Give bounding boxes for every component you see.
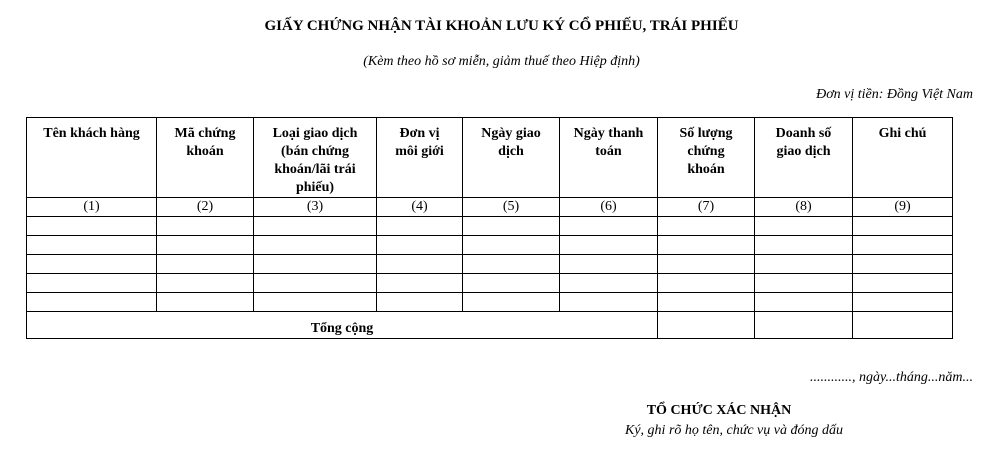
table-cell[interactable] — [853, 236, 953, 255]
table-cell[interactable] — [463, 217, 560, 236]
table-cell[interactable] — [157, 217, 254, 236]
table-cell[interactable] — [254, 236, 377, 255]
header-row — [27, 118, 953, 198]
column-number: (5) — [463, 198, 560, 217]
column-number: (6) — [560, 198, 658, 217]
total-amount-cell[interactable] — [755, 312, 853, 339]
table-row — [27, 293, 953, 312]
currency-unit: Đơn vị tiền: Đồng Việt Nam — [816, 87, 973, 102]
column-header: Ngày thanh toán — [560, 118, 658, 198]
table-cell[interactable] — [658, 236, 755, 255]
table-cell[interactable] — [658, 274, 755, 293]
signer-title: TỔ CHỨC XÁC NHẬN — [646, 403, 792, 418]
table-cell[interactable] — [463, 274, 560, 293]
total-note-cell[interactable] — [853, 312, 953, 339]
column-number: (4) — [377, 198, 463, 217]
table-cell[interactable] — [27, 293, 157, 312]
table-cell[interactable] — [560, 236, 658, 255]
column-header: Mã chứng khoán — [157, 118, 254, 198]
document-title: GIẤY CHỨNG NHẬN TÀI KHOẢN LƯU KÝ CỔ PHIẾU, TRÁI PHIẾU — [264, 18, 739, 34]
table-cell[interactable] — [853, 255, 953, 274]
column-number: (3) — [254, 198, 377, 217]
signer-note: Ký, ghi rõ họ tên, chức vụ và đóng dấu — [625, 423, 843, 438]
table-cell[interactable] — [377, 274, 463, 293]
document-subtitle: (Kèm theo hồ sơ miễn, giảm thuế theo Hiệp định) — [363, 54, 640, 69]
securities-table — [26, 117, 953, 339]
table-cell[interactable] — [658, 293, 755, 312]
table-cell[interactable] — [463, 236, 560, 255]
table-cell[interactable] — [377, 293, 463, 312]
column-header: Đơn vị môi giới — [377, 118, 463, 198]
table-cell[interactable] — [560, 293, 658, 312]
table-cell[interactable] — [27, 236, 157, 255]
table-row — [27, 255, 953, 274]
table-row — [27, 236, 953, 255]
column-header: Loại giao dịch (bán chứng khoán/lãi trái phiếu) — [254, 118, 377, 198]
column-number: (8) — [755, 198, 853, 217]
column-number: (7) — [658, 198, 755, 217]
table-cell[interactable] — [853, 274, 953, 293]
column-header: Doanh số giao dịch — [755, 118, 853, 198]
table-cell[interactable] — [853, 293, 953, 312]
table-cell[interactable] — [254, 217, 377, 236]
table-cell[interactable] — [560, 274, 658, 293]
table-cell[interactable] — [27, 217, 157, 236]
column-number: (9) — [853, 198, 953, 217]
column-header: Ghi chú — [853, 118, 953, 198]
column-number: (2) — [157, 198, 254, 217]
table-cell[interactable] — [755, 255, 853, 274]
table-cell[interactable] — [27, 274, 157, 293]
table-cell[interactable] — [463, 293, 560, 312]
table-cell[interactable] — [853, 217, 953, 236]
table-row — [27, 274, 953, 293]
table-cell[interactable] — [157, 274, 254, 293]
column-number: (1) — [27, 198, 157, 217]
table-cell[interactable] — [755, 217, 853, 236]
table-cell[interactable] — [157, 293, 254, 312]
total-row — [27, 312, 953, 339]
table-cell[interactable] — [560, 217, 658, 236]
table-cell[interactable] — [157, 255, 254, 274]
table-row — [27, 217, 953, 236]
table-cell[interactable] — [658, 255, 755, 274]
table-cell[interactable] — [377, 255, 463, 274]
table-cell[interactable] — [463, 255, 560, 274]
column-header: Tên khách hàng — [27, 118, 157, 198]
table-cell[interactable] — [560, 255, 658, 274]
table-cell[interactable] — [755, 274, 853, 293]
column-header: Số lượng chứng khoán — [658, 118, 755, 198]
table-cell[interactable] — [377, 236, 463, 255]
date-line: ............, ngày...tháng...năm... — [810, 370, 973, 385]
table-cell[interactable] — [157, 236, 254, 255]
column-number-row — [27, 198, 953, 217]
table-cell[interactable] — [254, 255, 377, 274]
total-label: Tổng cộng — [27, 312, 658, 339]
table-cell[interactable] — [27, 255, 157, 274]
table-cell[interactable] — [377, 217, 463, 236]
table-cell[interactable] — [254, 274, 377, 293]
table-cell[interactable] — [755, 236, 853, 255]
table-cell[interactable] — [254, 293, 377, 312]
table-cell[interactable] — [658, 217, 755, 236]
column-header: Ngày giao dịch — [463, 118, 560, 198]
table-cell[interactable] — [755, 293, 853, 312]
total-quantity-cell[interactable] — [658, 312, 755, 339]
